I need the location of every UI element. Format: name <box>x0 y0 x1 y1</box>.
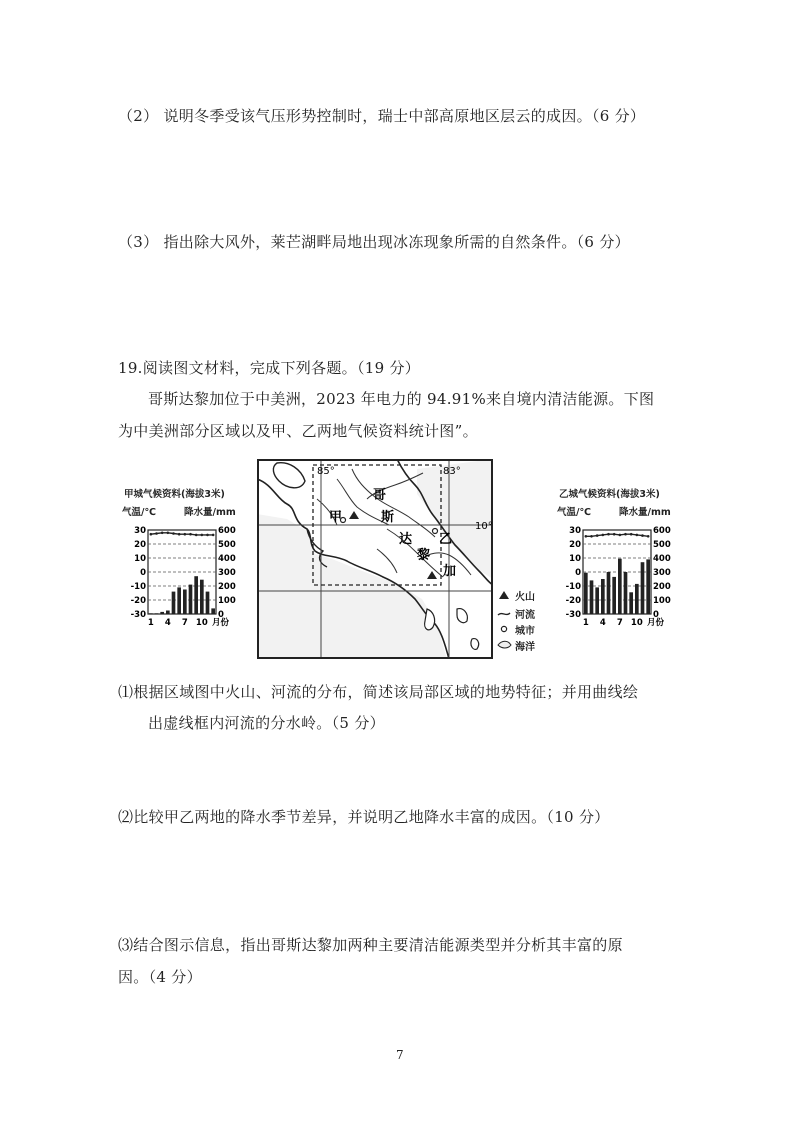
yi-temp-point <box>641 534 644 537</box>
yi-precip-tick: 200 <box>653 582 671 592</box>
climate-chart-yi-title: 乙城气候资料(海拔3米) <box>559 489 660 500</box>
intro-paragraph-line-1: 哥斯达黎加位于中美洲，2023 年电力的 94.91%来自境内清洁能源。下图 <box>148 390 655 408</box>
jia-temp-point <box>212 534 215 537</box>
jia-precip-bar <box>194 576 198 614</box>
map-svg <box>257 459 493 659</box>
legend-volcano: 火山 <box>515 592 535 603</box>
yi-temp-point <box>585 535 588 538</box>
yi-temp-point <box>602 534 605 537</box>
question-2: （2） 说明冬季受该气压形势控制时，瑞士中部高原地区层云的成因。（6 分） <box>118 107 646 125</box>
sub-question-3-line-2: 因。（4 分） <box>118 968 202 986</box>
yi-temp-tick: 10 <box>569 554 581 564</box>
yi-precip-bar <box>601 579 605 614</box>
ocean-icon <box>498 641 511 648</box>
yi-temp-point <box>607 533 610 536</box>
jia-month-tick: 1 <box>147 618 154 628</box>
jia-month-tick: 4 <box>164 618 171 628</box>
jia-precip-bar <box>183 590 187 615</box>
jia-temp-point <box>184 533 187 536</box>
jia-precip-bar <box>200 580 204 614</box>
jia-temp-point <box>206 534 209 537</box>
yi-temp-tick: -20 <box>565 596 581 606</box>
city-yi-label: 乙 <box>439 532 453 547</box>
yi-precip-tick: 500 <box>653 540 671 550</box>
sub-question-3-line-1: ⑶结合图示信息，指出哥斯达黎加两种主要清洁能源类型并分析其丰富的原 <box>118 936 623 954</box>
yi-precip-bar <box>607 572 611 614</box>
sub-question-1-line-2: 出虚线框内河流的分水岭。（5 分） <box>148 714 385 732</box>
jia-precip-bar <box>177 587 181 614</box>
city-jia-label: 甲 <box>329 510 343 525</box>
jia-precip-bar <box>160 612 164 614</box>
jia-temp-point <box>150 533 153 536</box>
yi-temp-tick: 20 <box>569 540 581 550</box>
jia-precip-tick: 0 <box>218 610 224 620</box>
central-america-map <box>257 459 493 659</box>
yi-temp-point <box>596 534 599 537</box>
jia-temp-point <box>178 533 181 536</box>
climate-chart-yi-precip-label: 降水量/mm <box>619 507 671 518</box>
intro-paragraph-line-2: 为中美洲部分区域以及甲、乙两地气候资料统计图”。 <box>118 422 478 440</box>
yi-temp-point <box>647 535 650 538</box>
country-char-si: 斯 <box>381 510 395 525</box>
yi-precip-tick: 300 <box>653 568 671 578</box>
yi-precip-tick: 600 <box>653 526 671 536</box>
climate-chart-jia-title: 甲城气候资料(海拔3米) <box>124 489 225 500</box>
country-char-da: 达 <box>399 532 413 547</box>
volcano-icon <box>499 591 509 599</box>
jia-temp-point <box>195 534 198 537</box>
jia-temp-point <box>201 534 204 537</box>
yi-temp-tick: -30 <box>565 610 581 620</box>
climate-chart-jia-precip-label: 降水量/mm <box>184 507 236 518</box>
climate-chart-yi-plot <box>553 486 685 636</box>
yi-precip-bar <box>612 577 616 614</box>
jia-precip-bar <box>155 613 159 614</box>
sub-question-1-line-1: ⑴根据区域图中火山、河流的分布，简述该局部区域的地势特征；并用曲线绘 <box>118 683 639 701</box>
jia-temp-tick: 30 <box>134 526 146 536</box>
yi-precip-tick: 100 <box>653 596 671 606</box>
yi-temp-tick: 0 <box>575 568 581 578</box>
sub-question-2: ⑵比较甲乙两地的降水季节差异，并说明乙地降水丰富的成因。（10 分） <box>118 808 610 826</box>
jia-precip-tick: 400 <box>218 554 236 564</box>
yi-month-tick: 7 <box>616 618 623 628</box>
jia-month-tick: 7 <box>181 618 188 628</box>
yi-precip-bar <box>641 562 645 614</box>
jia-temp-tick: 20 <box>134 540 146 550</box>
country-char-jia: 加 <box>443 564 457 579</box>
legend-ocean: 海洋 <box>515 642 535 653</box>
yi-month-tick: 10 <box>630 618 643 628</box>
country-char-li: 黎 <box>417 548 431 563</box>
question-3: （3） 指出除大风外，莱芒湖畔局地出现冰冻现象所需的自然条件。（6 分） <box>118 233 630 251</box>
yi-precip-bar <box>595 587 599 614</box>
jia-temp-tick: -20 <box>130 596 146 606</box>
yi-temp-tick: 30 <box>569 526 581 536</box>
climate-chart-yi <box>553 486 685 636</box>
legend-city: 城市 <box>515 626 535 637</box>
yi-precip-tick: 0 <box>653 610 659 620</box>
yi-precip-bar <box>629 592 633 614</box>
jia-precip-tick: 600 <box>218 526 236 536</box>
jia-temp-point <box>189 533 192 536</box>
lon-85-label: 85° <box>317 466 335 477</box>
yi-precip-bar <box>584 573 588 614</box>
jia-precip-bar <box>166 611 170 615</box>
yi-temp-point <box>613 533 616 536</box>
yi-precip-bar <box>618 559 622 614</box>
lon-83-label: 83° <box>443 466 461 477</box>
yi-month-tick: 4 <box>599 618 606 628</box>
city-yi-marker <box>433 529 438 534</box>
climate-chart-jia <box>118 486 250 636</box>
jia-precip-bar <box>211 608 215 614</box>
jia-temp-point <box>172 532 175 535</box>
yi-precip-bar <box>635 584 639 614</box>
jia-precip-bar <box>172 592 176 614</box>
jia-precip-tick: 200 <box>218 582 236 592</box>
jia-precip-tick: 300 <box>218 568 236 578</box>
yi-precip-bar <box>646 559 650 614</box>
yi-month-tick: 1 <box>582 618 589 628</box>
yi-temp-tick: -10 <box>565 582 581 592</box>
yi-temp-point <box>624 533 627 536</box>
jia-month-unit: 月份 <box>212 618 230 628</box>
yi-precip-tick: 400 <box>653 554 671 564</box>
river-icon <box>498 613 510 615</box>
jia-precip-bar <box>189 585 193 614</box>
jia-temp-point <box>161 532 164 535</box>
climate-chart-yi-temp-label: 气温/℃ <box>557 507 591 518</box>
yi-temp-point <box>619 534 622 537</box>
page-number: 7 <box>396 1048 404 1062</box>
map-legend <box>496 585 556 665</box>
island <box>471 639 479 650</box>
jia-precip-bar <box>149 613 153 614</box>
yi-temp-point <box>636 534 639 537</box>
jia-precip-tick: 100 <box>218 596 236 606</box>
yi-temp-point <box>590 535 593 538</box>
yi-precip-bar <box>590 580 594 614</box>
jia-precip-bar <box>206 592 210 614</box>
yi-precip-bar <box>624 572 628 614</box>
yi-temp-point <box>630 533 633 536</box>
country-char-ge: 哥 <box>373 488 387 503</box>
jia-temp-tick: 10 <box>134 554 146 564</box>
city-icon <box>501 626 506 631</box>
jia-precip-tick: 500 <box>218 540 236 550</box>
question-19-heading: 19.阅读图文材料，完成下列各题。（19 分） <box>118 359 421 377</box>
lat-10-label: 10° <box>475 521 493 532</box>
yi-month-unit: 月份 <box>647 618 665 628</box>
legend-river: 河流 <box>515 610 535 621</box>
jia-temp-tick: -10 <box>130 582 146 592</box>
jia-temp-tick: -30 <box>130 610 146 620</box>
jia-temp-point <box>167 532 170 535</box>
jia-temp-point <box>155 532 158 535</box>
jia-month-tick: 10 <box>195 618 208 628</box>
climate-chart-jia-plot <box>118 486 250 636</box>
climate-chart-jia-temp-label: 气温/℃ <box>122 507 156 518</box>
jia-temp-tick: 0 <box>140 568 146 578</box>
